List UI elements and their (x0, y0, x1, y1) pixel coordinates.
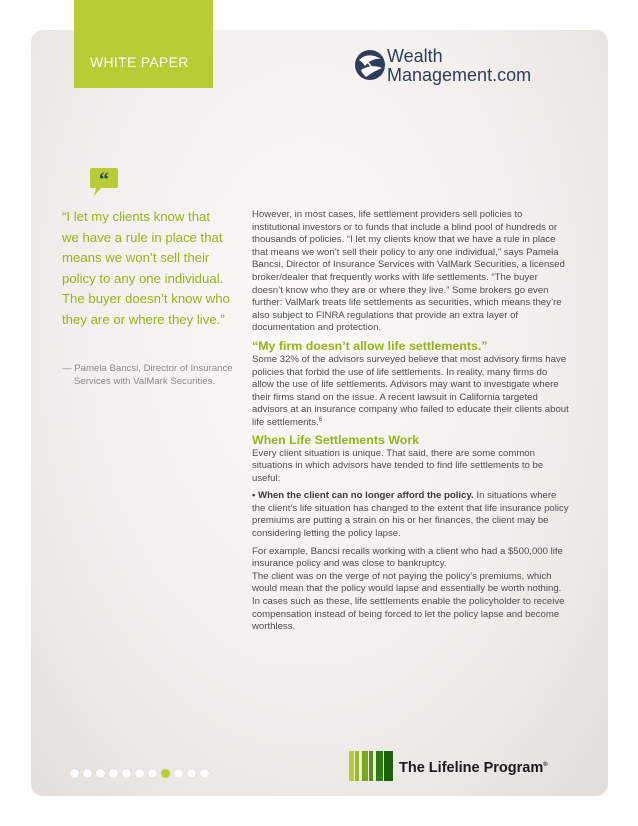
page-dot[interactable] (96, 769, 105, 778)
bullet-afford-policy (252, 490, 570, 540)
svg-text:“: “ (99, 169, 109, 191)
example-paragraph: For example, Bancsi recalls working with a client who had a $500,000 life insurance policy and was close to bankruptcy. (252, 545, 563, 570)
logo-line-2: Management.com (387, 65, 532, 85)
lifeline-program-logo[interactable] (347, 751, 557, 781)
page-dot[interactable] (174, 769, 183, 778)
page-dot[interactable] (148, 769, 157, 778)
page-dot[interactable] (187, 769, 196, 778)
quote-icon (89, 166, 119, 198)
page-dot[interactable] (83, 769, 92, 778)
page-dot[interactable] (122, 769, 131, 778)
bullet-text: In situations where the client’s life situation has changed to the extent that life insurance policy premiums are putting a strain on his or her finances, the client may be considering letting the policy lapse. (252, 490, 569, 540)
footnote-marker[interactable]: 6 (318, 416, 322, 423)
firm-policy-text: Some 32% of the advisors surveyed believe that most advisory firms have policies that forbid the use of life settlements. In reality, many firms do allow the use of life settlements. Advisors may want to investigate where their firms stand on the issue. A recent lawsuit in California targeted advisors at an insurance company who failed to educate their clients about life settlements. (252, 353, 569, 428)
registered-mark: ® (543, 762, 548, 769)
section-heading-firm-policy: “My firm doesn’t allow life settlements.” (252, 338, 488, 353)
lifeline-brand-name: The Lifeline Program (399, 760, 544, 776)
tab-label: WHITE PAPER (90, 54, 189, 70)
wealthmanagement-logo[interactable] (353, 46, 563, 90)
logo-line-1: Wealth (387, 46, 443, 66)
body-column (252, 209, 570, 634)
quote-attribution: — Pamela Bancsi, Director of Insurance Services with ValMark Securities. (62, 363, 233, 387)
bullet-lead: • When the client can no longer afford the policy. (252, 490, 474, 502)
page-dot[interactable] (135, 769, 144, 778)
globe-icon (353, 48, 387, 82)
example-continued-paragraph: The client was on the verge of not paying the policy’s premiums, which would mean that the policy would lapse and essentially be worth nothing. In cases such as these, life settlements enable the policyholder to receive compensation instead of being forced to let the policy lapse and become worthless. (252, 570, 565, 633)
when-work-paragraph: Every client situation is unique. That said, there are some common situations in which advisors have tended to find life settlements to be useful: (252, 447, 544, 484)
page-dot[interactable] (70, 769, 79, 778)
page-dot[interactable] (109, 769, 118, 778)
firm-policy-paragraph (252, 354, 570, 430)
pull-quote: “I let my clients know that we have a rule in place that means we won’t sell their policy to any one individual. The buyer doesn’t know who they are or where they live.” (62, 209, 230, 327)
lifeline-bars-icon (347, 751, 397, 781)
intro-paragraph: However, in most cases, life settlement providers sell policies to institutional investors or to funds that include a blind pool of hundreds or thousands of policies. “I let my clients know that we have a rule in place that means we won’t sell their policy to any one individual,” says Pamela Bancsi, Director of Insurance Services with ValMark Securities, a licensed broker/dealer that frequently works with life settlements. “The buyer doesn’t know who they are or where they live.” Some brokers go even further: ValMark treats life settlements as securities, which means they’re also subject to FINRA regulations that provide an extra layer of documentation and protection. (252, 209, 565, 334)
page-dots (70, 765, 213, 775)
white-paper-tab (74, 0, 213, 88)
page-dot[interactable] (200, 769, 209, 778)
section-heading-when-work: When Life Settlements Work (252, 432, 420, 447)
page-dot[interactable] (161, 769, 170, 778)
lifeline-brand-text (399, 760, 548, 776)
